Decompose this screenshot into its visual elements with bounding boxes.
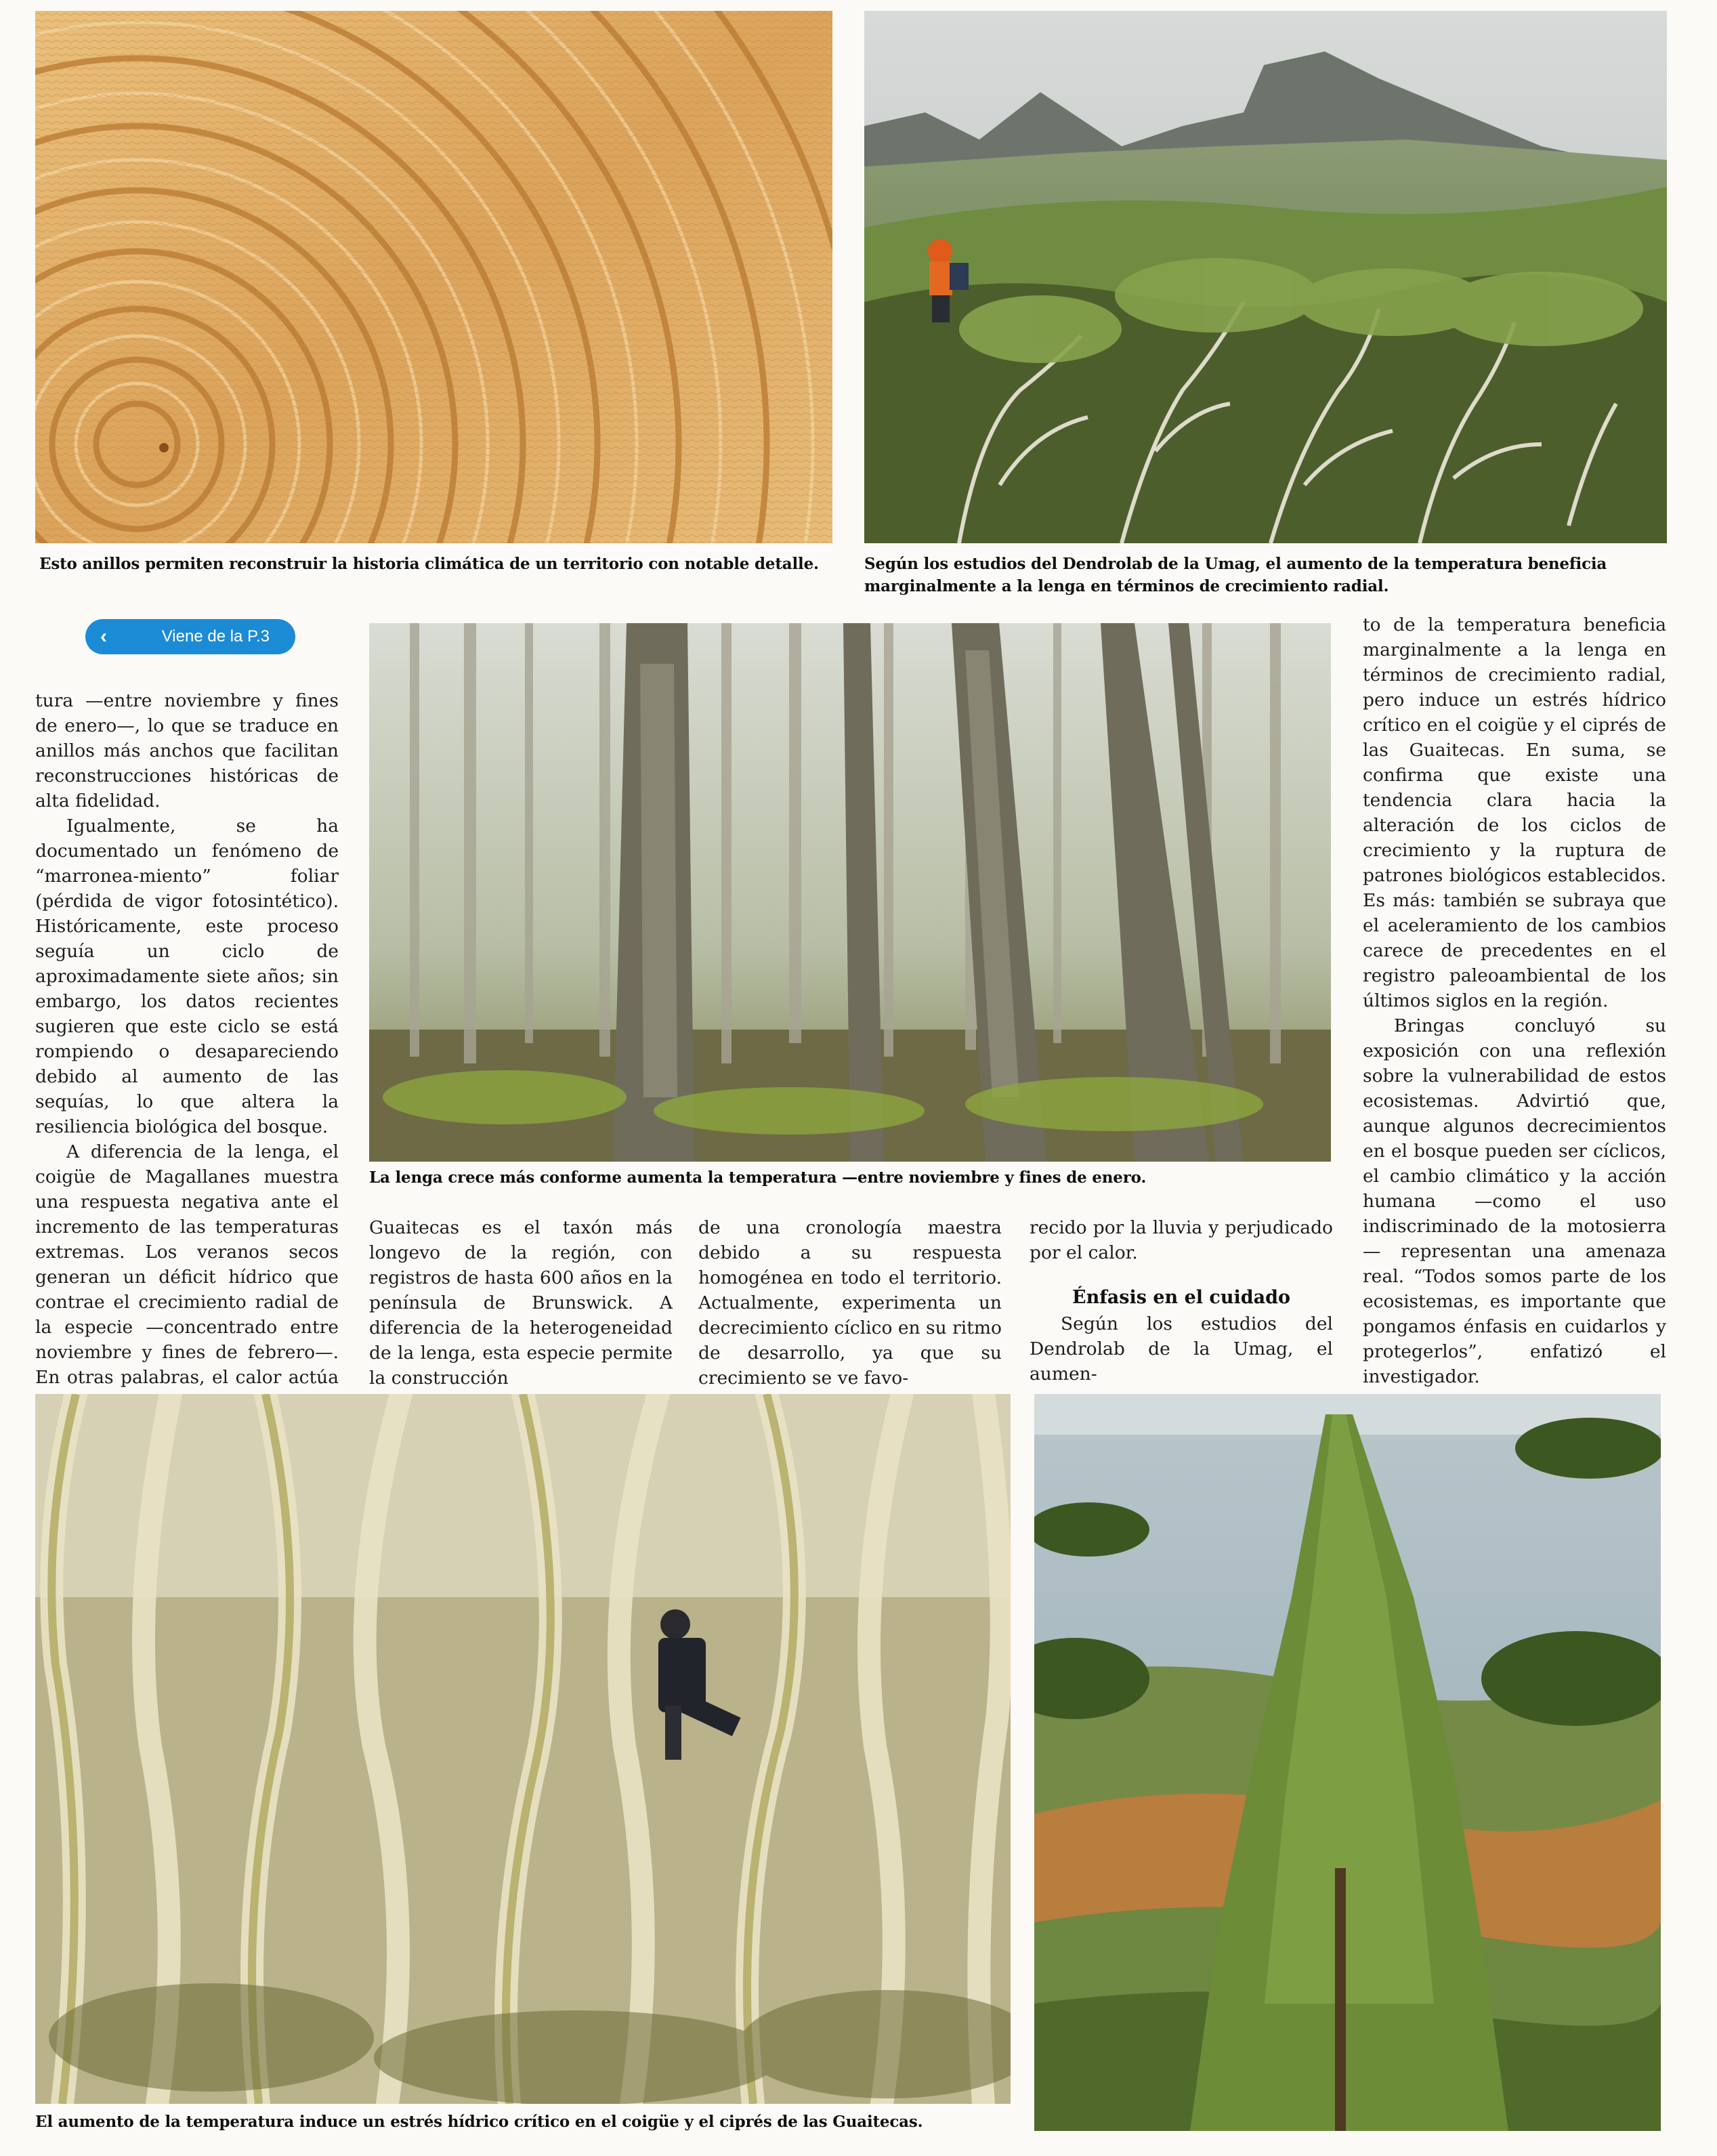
article-paragraph: to de la temperatura beneficia marginalmente a la lenga en términos de crecimiento radial, pero induce un estrés hídrico crítico en el coigüe y el ciprés de las Guaitecas. En suma, se confirma que existe una tendencia clara hacia la alteración de los ciclos de crecimiento y la ruptura de patrones biológicos establecidos. Es más: también se subraya que el aceleramiento de los cambios carece de precedentes en el registro paleoambiental de los últimos siglos en la región. — [1363, 614, 1666, 1011]
article-subheading: Énfasis en el cuidado — [1072, 1287, 1290, 1308]
continued-from-label: Viene de la P.3 — [161, 627, 270, 646]
article-paragraph: recido por la lluvia y perjudicado por el calor. — [1030, 1217, 1333, 1263]
article-column-2 — [369, 1215, 673, 1391]
cypress-photo — [1034, 1394, 1661, 2131]
coigue-photo-caption: El aumento de la temperatura induce un estrés hídrico crítico en el coigüe y el ciprés de las Guaitecas. — [35, 2113, 923, 2131]
mountain-photo-caption: Según los estudios del Dendrolab de la Umag, el aumento de la temperatura beneficia marginalmente a la lenga en términos de crecimiento radial. — [864, 555, 1607, 595]
article-column-5 — [1363, 612, 1666, 1389]
lenga-photo-caption: La lenga crece más conforme aumenta la temperatura —entre noviembre y fines de enero. — [369, 1168, 1147, 1187]
article-column-3 — [698, 1215, 1002, 1391]
article-paragraph: de una cronología maestra debido a su respuesta homogénea en todo el territorio. Actualmente, experimenta un decrecimiento cíclico en su ritmo de desarrollo, ya que su crecimiento se ve favo- — [698, 1217, 1002, 1389]
article-column-4 — [1030, 1215, 1333, 1387]
article-paragraph: Guaitecas es el taxón más longevo de la región, con registros de hasta 600 años en la península de Brunswick. A diferencia de la heterogeneidad de la lenga, esta especie permite la construcción — [369, 1217, 673, 1389]
article-paragraph: Igualmente, se ha documentado un fenómeno de “marronea-miento” foliar (pérdida de vigor fotosintético). Históricamente, este proceso seguía un ciclo de aproximadamente siete años; sin embargo, los datos recientes sugieren que este ciclo se está rompiendo o desapareciendo debido al aumento de las sequías, lo que altera la resiliencia biológica del bosque. — [35, 816, 339, 1137]
chevron-left-icon: ‹ — [100, 625, 107, 648]
tree-rings-photo — [35, 11, 832, 543]
lenga-forest-photo — [369, 623, 1331, 1162]
article-paragraph: A diferencia de la lenga, el coigüe de Magallanes muestra una respuesta negativa ante el incremento de las temperaturas extremas. Los veranos secos generan un déficit hídrico que contrae el crecimiento radial de la especie —concentrado entre noviembre y fines de febrero—. En otras palabras, el calor actúa — [35, 1141, 339, 1388]
article-column-1 — [35, 688, 339, 1440]
coigue-forest-photo — [35, 1394, 1011, 2104]
article-paragraph: Según los estudios del Dendrolab de la Umag, el aumen- — [1030, 1313, 1333, 1385]
mountain-scrub-photo — [864, 11, 1667, 543]
article-paragraph: tura —entre noviembre y fines de enero—, lo que se traduce en anillos más anchos que facilitan reconstrucciones históricas de alta fidelidad. — [35, 690, 339, 811]
article-paragraph: Bringas concluyó su exposición con una reflexión sobre la vulnerabilidad de estos ecosistemas. Advirtió que, aunque algunos decrecimientos en el bosque pueden ser cíclicos, el cambio climático y la acción humana —como el uso indiscriminado de la motosierra— representan una amenaza real. “Todos somos parte de los ecosistemas, es importante que pongamos énfasis en cuidarlos y protegerlos”, enfatizó el investigador. — [1363, 1015, 1666, 1387]
continued-from-page-link[interactable] — [85, 619, 295, 654]
rings-photo-caption: Esto anillos permiten reconstruir la historia climática de un territorio con notable detalle. — [39, 555, 819, 573]
